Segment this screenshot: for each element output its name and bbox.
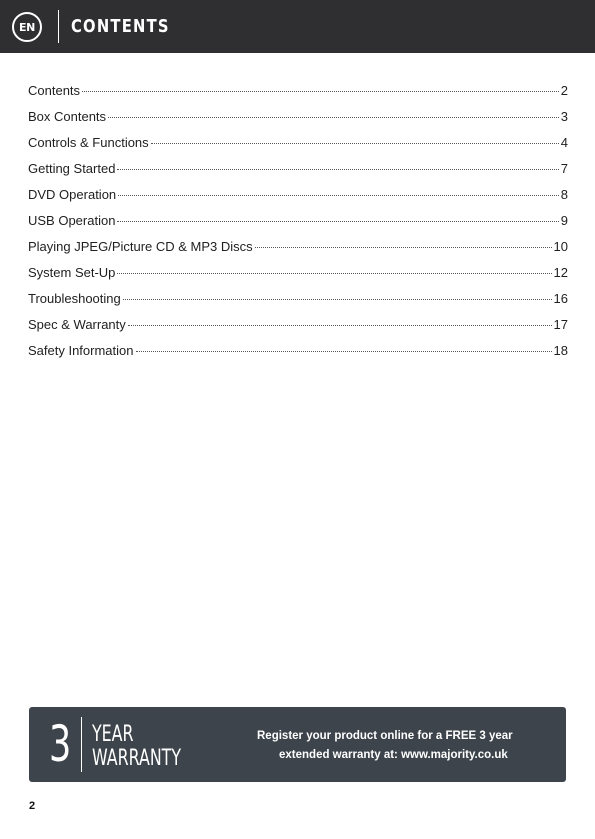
warranty-register-line1: Register your product online for a FREE 3 year bbox=[257, 730, 513, 742]
toc-entry-page: 7 bbox=[560, 161, 568, 176]
toc-entry-title: Troubleshooting bbox=[28, 291, 121, 306]
toc-entry[interactable] bbox=[28, 343, 568, 369]
warranty-divider bbox=[81, 717, 82, 772]
toc-entry-title: USB Operation bbox=[28, 213, 116, 228]
language-badge: EN bbox=[12, 12, 42, 42]
toc-entry-page: 18 bbox=[553, 343, 568, 358]
toc-entry[interactable] bbox=[28, 239, 568, 265]
toc-leader-dots bbox=[123, 299, 552, 300]
toc-entry[interactable] bbox=[28, 213, 568, 239]
toc-entry[interactable] bbox=[28, 83, 568, 109]
toc-entry-page: 16 bbox=[553, 291, 568, 306]
toc-entry-title: Safety Information bbox=[28, 343, 134, 358]
toc-entry-title: Spec & Warranty bbox=[28, 317, 126, 332]
toc-entry-page: 12 bbox=[553, 265, 568, 280]
toc-leader-dots bbox=[82, 91, 559, 92]
toc-entry[interactable] bbox=[28, 135, 568, 161]
toc-entry-page: 9 bbox=[560, 213, 568, 228]
toc-entry-page: 8 bbox=[560, 187, 568, 202]
toc-entry[interactable] bbox=[28, 291, 568, 317]
toc-entry-title: Controls & Functions bbox=[28, 135, 149, 150]
warranty-label-warranty: WARRANTY bbox=[92, 746, 182, 771]
toc-entry-title: Box Contents bbox=[28, 109, 107, 124]
toc-leader-dots bbox=[108, 117, 559, 118]
toc-entry-title: System Set-Up bbox=[28, 265, 116, 280]
toc-leader-dots bbox=[128, 325, 552, 326]
toc-entry-page: 3 bbox=[560, 109, 568, 124]
toc-entry-page: 17 bbox=[553, 317, 568, 332]
toc-entry-title: Contents bbox=[28, 83, 81, 98]
table-of-contents bbox=[28, 83, 568, 369]
page-title: CONTENTS bbox=[71, 16, 170, 37]
toc-entry[interactable] bbox=[28, 187, 568, 213]
toc-entry-title: Playing JPEG/Picture CD & MP3 Discs bbox=[28, 239, 253, 254]
toc-entry-page: 2 bbox=[560, 83, 568, 98]
toc-entry[interactable] bbox=[28, 161, 568, 187]
warranty-years-number: 3 bbox=[49, 715, 72, 773]
page-header bbox=[0, 0, 595, 53]
page-number: 2 bbox=[29, 800, 36, 812]
toc-leader-dots bbox=[151, 143, 559, 144]
header-divider bbox=[58, 10, 59, 43]
toc-leader-dots bbox=[255, 247, 552, 248]
warranty-register-line2: extended warranty at: www.majority.co.uk bbox=[279, 749, 508, 761]
toc-entry[interactable] bbox=[28, 109, 568, 135]
toc-leader-dots bbox=[117, 273, 551, 274]
toc-entry-title: DVD Operation bbox=[28, 187, 117, 202]
toc-entry-title: Getting Started bbox=[28, 161, 116, 176]
toc-leader-dots bbox=[117, 221, 558, 222]
toc-entry-page: 10 bbox=[553, 239, 568, 254]
warranty-banner bbox=[29, 707, 566, 782]
toc-leader-dots bbox=[118, 195, 559, 196]
toc-leader-dots bbox=[136, 351, 552, 352]
toc-entry-page: 4 bbox=[560, 135, 568, 150]
warranty-register-text bbox=[257, 727, 557, 765]
warranty-label-year: YEAR bbox=[92, 722, 134, 747]
toc-entry[interactable] bbox=[28, 317, 568, 343]
toc-entry[interactable] bbox=[28, 265, 568, 291]
toc-leader-dots bbox=[117, 169, 558, 170]
